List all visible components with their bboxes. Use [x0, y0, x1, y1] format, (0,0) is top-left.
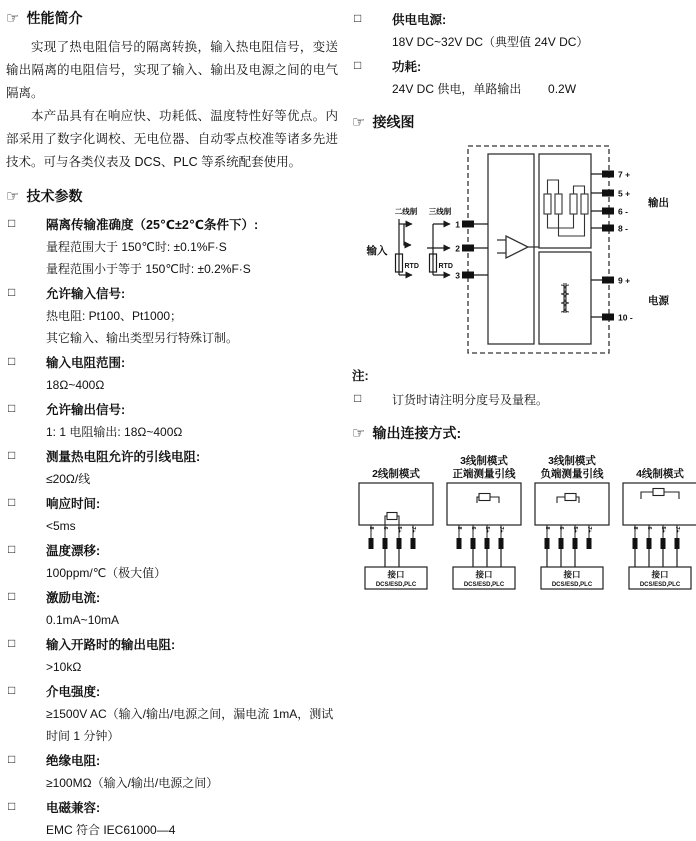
mode-title-line2: 2线制模式 — [372, 468, 420, 480]
spec-item-emc — [6, 797, 338, 841]
spec-value: ≥100MΩ（输入/输出/电源之间） — [46, 776, 219, 790]
spec-title: 允许输入信号: — [46, 287, 126, 301]
mode-title-line1: 3线制模式 — [548, 455, 596, 467]
spec-item-dielectric-strength — [6, 681, 338, 747]
mode-title-line1: 3线制模式 — [460, 455, 508, 467]
mode-title-line2: 正端测量引线 — [452, 468, 516, 480]
spec-value: EMC 符合 IEC61000—4 — [46, 823, 176, 837]
mode-title — [372, 451, 420, 481]
right-column — [348, 6, 696, 841]
pin-label: 7+ — [498, 526, 504, 533]
interface-sub-label: DCS/ESD,PLC — [551, 582, 593, 588]
mode-title — [541, 451, 604, 481]
spec-title: 激励电流: — [46, 591, 101, 605]
square-bullet-icon: □ — [8, 752, 16, 766]
pin-label: 5+ — [572, 526, 578, 533]
square-bullet-icon: □ — [354, 391, 362, 405]
terminal-10-label: 10 - — [618, 312, 633, 323]
terminal-2-label: 2 — [455, 243, 460, 254]
terminal-8-label: 8 - — [618, 223, 628, 234]
interface-label: 接口 — [475, 569, 493, 580]
wiring-diagram — [356, 140, 692, 360]
note-text: 订货时请注明分度号及量程。 — [392, 393, 549, 407]
note-heading: 注: — [352, 369, 369, 383]
spec-title: 电磁兼容: — [46, 801, 101, 815]
spec-value: 量程范围小于等于 150℃时: ±0.2%F·S — [46, 262, 251, 276]
rtd-label: RTD — [404, 263, 419, 270]
spec-item-open-input-output-resistance — [6, 634, 338, 678]
spec-item-accuracy — [6, 214, 338, 280]
output-group-label: 输出 — [648, 197, 669, 209]
mode-4wire-diagram — [618, 481, 696, 591]
amplifier-block — [488, 154, 534, 344]
spec-title: 功耗: — [392, 60, 422, 74]
pin-label: 6- — [558, 526, 564, 532]
mode-title-line2: 4线制模式 — [636, 468, 684, 480]
spec-value: >10kΩ — [46, 660, 82, 674]
mode-3wire-negative — [530, 451, 614, 591]
interface-label: 接口 — [563, 569, 581, 580]
rtd-label: RTD — [438, 263, 453, 270]
intro-paragraph: 本产品具有在响应快、功耗低、温度特性好等优点。内部采用了数字化调校、无电位器、自动零点校准等诸多先进技术。可与各类仪表及 DCS、PLC 等系统配套使用。 — [6, 109, 338, 169]
section-heading-specs — [6, 186, 338, 206]
spec-title: 隔离传输准确度（25℃±2℃条件下）: — [46, 218, 259, 232]
mode-3wire-positive-diagram — [442, 481, 526, 591]
mode-3wire-negative-diagram — [530, 481, 614, 591]
square-bullet-icon: □ — [354, 58, 362, 72]
square-bullet-icon: □ — [8, 589, 16, 603]
terminal-6-label: 6 - — [618, 206, 628, 217]
section-heading-label: 输出连接方式: — [372, 425, 462, 441]
interface-label: 接口 — [387, 569, 405, 580]
terminal-1-label: 1 — [455, 219, 460, 230]
spec-value: 24V DC 供电，单路输出 0.2W — [392, 82, 577, 96]
left-column — [0, 6, 348, 841]
pin-label: 8- — [368, 526, 374, 532]
spec-title: 响应时间: — [46, 497, 101, 511]
square-bullet-icon: □ — [8, 354, 16, 368]
note-item — [352, 389, 694, 411]
spec-value: 热电阻: Pt100、Pt1000； — [46, 309, 183, 323]
spec-value: ≤20Ω/线 — [46, 472, 91, 486]
interface-sub-label: DCS/ESD,PLC — [639, 582, 681, 588]
pointer-hand-icon: ☞ — [6, 187, 20, 205]
mode-2wire-diagram — [354, 481, 438, 591]
mode-title — [453, 451, 516, 481]
power-block — [539, 252, 591, 344]
spec-title: 供电电源: — [392, 13, 447, 27]
two-wire-label: 二线制 — [394, 207, 418, 216]
mode-4wire — [618, 451, 696, 591]
pin-blocks — [457, 538, 504, 549]
mode-2wire — [354, 451, 438, 591]
section-heading-label: 技术参数 — [26, 188, 83, 204]
square-bullet-icon: □ — [354, 11, 362, 25]
spec-item-temp-drift — [6, 540, 338, 584]
pointer-hand-icon: ☞ — [352, 424, 366, 442]
section-heading-output-modes — [352, 423, 694, 443]
spec-item-output-signal — [6, 399, 338, 443]
spec-value: 18V DC~32V DC（典型值 24V DC） — [392, 35, 589, 49]
pin-blocks — [369, 538, 416, 549]
spec-value: 1: 1 电阻输出: 18Ω~400Ω — [46, 425, 183, 439]
spec-value: <5ms — [46, 519, 76, 533]
pin-label: 6- — [382, 526, 388, 532]
pin-label: 8- — [544, 526, 550, 532]
square-bullet-icon: □ — [8, 216, 16, 230]
square-bullet-icon: □ — [8, 542, 16, 556]
section-heading-label: 接线图 — [372, 114, 415, 130]
pin-blocks — [545, 538, 592, 549]
interface-label: 接口 — [651, 569, 669, 580]
pin-label: 5+ — [396, 526, 402, 533]
spec-item-excitation-current — [6, 587, 338, 631]
spec-item-lead-resistance — [6, 446, 338, 490]
section-heading-wiring — [352, 112, 694, 132]
spec-title: 介电强度: — [46, 685, 101, 699]
pin-blocks — [633, 538, 680, 549]
pin-label: 6- — [646, 526, 652, 532]
pin-label: 5+ — [660, 526, 666, 533]
pin-label: 7+ — [410, 526, 416, 533]
pin-label: 8- — [456, 526, 462, 532]
terminal-5-label: 5 + — [618, 188, 631, 199]
section-heading-performance — [6, 8, 338, 28]
section-heading-label: 性能简介 — [26, 10, 83, 26]
terminal-7-label: 7 + — [618, 169, 631, 180]
spec-item-insulation-resistance — [6, 750, 338, 794]
interface-sub-label: DCS/ESD,PLC — [463, 582, 505, 588]
mode-3wire-positive — [442, 451, 526, 591]
pointer-hand-icon: ☞ — [6, 9, 20, 27]
square-bullet-icon: □ — [8, 636, 16, 650]
spec-item-input-signal — [6, 283, 338, 349]
spec-title: 输入开路时的输出电阻: — [46, 638, 176, 652]
mode-title-line2: 负端测量引线 — [540, 468, 604, 480]
terminal-3-label: 3 — [455, 270, 460, 281]
pin-label: 8- — [632, 526, 638, 532]
mode-title — [636, 451, 684, 481]
spec-value: 0.1mA~10mA — [46, 613, 120, 627]
spec-item-input-resistance-range — [6, 352, 338, 396]
square-bullet-icon: □ — [8, 799, 16, 813]
pin-label: 7+ — [586, 526, 592, 533]
spec-item-response-time — [6, 493, 338, 537]
input-label: 输入 — [366, 245, 388, 257]
spec-value: 100ppm/℃（极大值） — [46, 566, 167, 580]
spec-value: 18Ω~400Ω — [46, 378, 105, 392]
square-bullet-icon: □ — [8, 495, 16, 509]
spec-title: 允许输出信号: — [46, 403, 126, 417]
pin-label: 7+ — [674, 526, 680, 533]
output-network-block — [539, 154, 591, 248]
spec-value: 其它输入、输出类型另行特殊订制。 — [46, 331, 239, 345]
square-bullet-icon: □ — [8, 401, 16, 415]
pin-label: 6- — [470, 526, 476, 532]
spec-title: 测量热电阻允许的引线电阻: — [46, 450, 201, 464]
spec-item-power-supply — [352, 9, 694, 53]
spec-title: 温度漂移: — [46, 544, 101, 558]
square-bullet-icon: □ — [8, 285, 16, 299]
three-wire-label: 三线制 — [428, 207, 452, 216]
power-group-label: 电源 — [648, 295, 669, 307]
pointer-hand-icon: ☞ — [352, 113, 366, 131]
terminal-9-label: 9 + — [618, 275, 631, 286]
spec-value: ≥1500V AC（输入/输出/电源之间，漏电流 1mA，测试时间 1 分钟） — [46, 707, 334, 743]
pin-label: 5+ — [484, 526, 490, 533]
spec-item-power-consumption — [352, 56, 694, 100]
square-bullet-icon: □ — [8, 683, 16, 697]
spec-value: 量程范围大于 150℃时: ±0.1%F·S — [46, 240, 227, 254]
intro-paragraph: 实现了热电阻信号的隔离转换，输入热电阻信号，变送输出隔离的电阻信号，实现了输入、输出及电源之间的电气隔离。 — [6, 40, 338, 100]
output-terminal-blocks — [602, 171, 614, 321]
square-bullet-icon: □ — [8, 448, 16, 462]
interface-sub-label: DCS/ESD,PLC — [375, 582, 417, 588]
spec-title: 输入电阻范围: — [46, 356, 126, 370]
output-mode-diagrams — [354, 451, 694, 591]
spec-title: 绝缘电阻: — [46, 754, 101, 768]
